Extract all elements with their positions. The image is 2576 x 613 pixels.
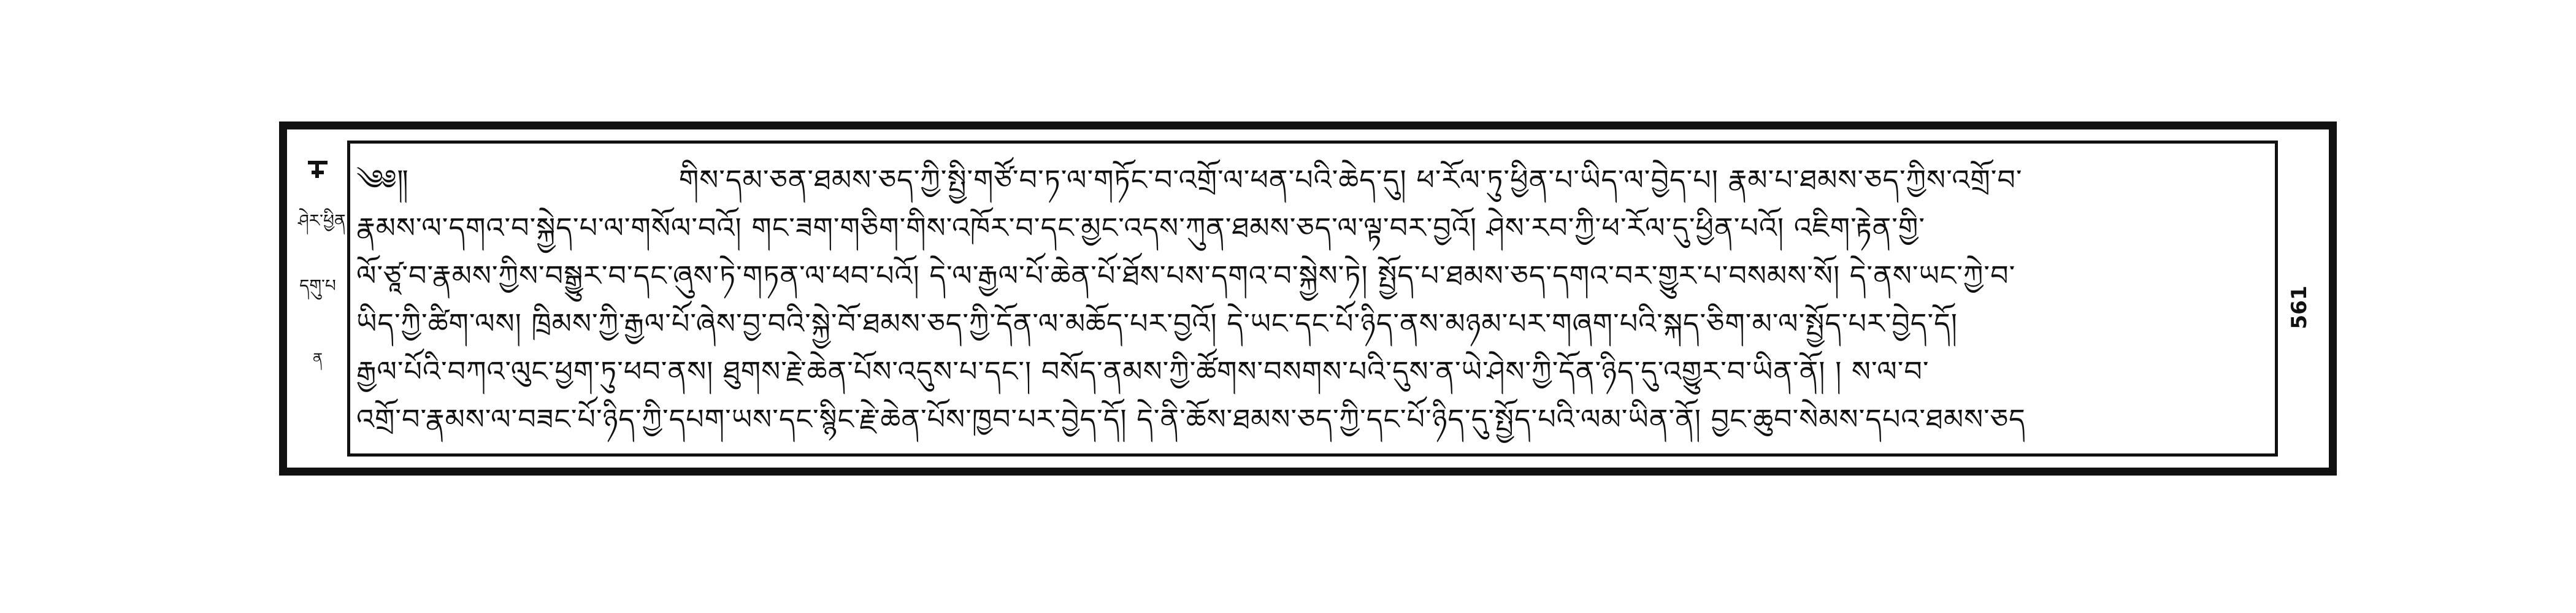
text-line-1 xyxy=(356,156,2269,204)
margin-volume-label: ཤེར་ཕྱིན xyxy=(298,210,346,231)
text-line-2: རྣམས་ལ་དགའ་བ་སྐྱེད་པ་ལ་གསོལ་བའོ། གང་ཟག་གཅིག་གིས་འཁོར་བ་དང་མྱང་འདས་ཀུན་ཐམས་ཅད་ལ་ལྟ་བར་བྱའོ། ཤེས་རབ་ཀྱི་ཕ་རོལ་དུ་ཕྱིན་པའོ། འཇིག་རྟེན་གྱི་ xyxy=(356,211,1925,244)
page-number: 561 xyxy=(2287,285,2312,330)
margin-title-icon xyxy=(305,157,330,182)
left-margin xyxy=(287,129,347,468)
margin-title-glyph xyxy=(305,157,330,182)
opening-mark: ༄༅༎ xyxy=(356,163,409,196)
right-margin xyxy=(2270,129,2329,468)
text-line-1-content: གིས་དམ་ཅན་ཐམས་ཅད་ཀྱི་སྤྱི་གཙོ་བ་ཏ་ལ་གཏོང་བ་འགྲོ་ལ་ཕན་པའི་ཆེད་དུ། ཕ་རོལ་ཏུ་ཕྱིན་པ་ཡིད་ལ་བྱེད་པ། རྣམ་པ་ཐམས་ཅད་ཀྱིས་འགྲོ་བ་ xyxy=(678,163,2023,196)
text-line-5: རྒྱལ་པོའི་བཀའ་ལུང་ཕྱག་ཏུ་ཕབ་ནས། ཐུགས་རྗེ་ཆེན་པོས་འདུས་པ་དང་། བསོད་ནམས་ཀྱི་ཚོགས་བསགས་པའི་དུས་ན་ཡེ་ཤེས་ཀྱི་དོན་ཉིད་དུ་འགྱུར་བ་ཡིན་ནོ། ། ས་ལ་བ་ xyxy=(356,355,1930,388)
text-line-6: འགྲོ་བ་རྣམས་ལ་བཟང་པོ་ཉིད་ཀྱི་དཔག་ཡས་དང་སྙིང་རྗེ་ཆེན་པོས་ཁྱབ་པར་བྱེད་དོ། དེ་ནི་ཆོས་ཐམས་ཅད་ཀྱི་དང་པོ་ཉིད་དུ་སྤྱོད་པའི་ལམ་ཡིན་ནོ། བྱང་ཆུབ་སེམས་དཔའ་ཐམས་ཅད xyxy=(356,403,2026,436)
text-line-4: ཡིད་ཀྱི་ཚིག་ལས། ཁྲིམས་ཀྱི་རྒྱལ་པོ་ཞེས་བྱ་བའི་སྐྱེ་བོ་ཐམས་ཅད་ཀྱི་དོན་ལ་མཆོད་པར་བྱའོ། དེ་ཡང་དང་པོ་ཉིད་ནས་མཉམ་པར་གཞག་པའི་སྐད་ཅིག་མ་ལ་སྤྱོད་པར་བྱེད་དོ། xyxy=(356,307,1958,340)
margin-section-label: དགུ་པ xyxy=(299,276,336,296)
text-block xyxy=(356,156,2269,446)
text-frame xyxy=(347,141,2278,457)
text-line-3: ལོ་ཙཱ་བ་རྣམས་ཀྱིས་བསྒྱུར་བ་དང་ཞུས་ཏེ་གཏན་ལ་ཕབ་པའོ། དེ་ལ་རྒྱལ་པོ་ཆེན་པོ་ཐོས་པས་དགའ་བ་སྐྱེས་ཏེ། སྤྱོད་པ་ཐམས་ཅད་དགའ་བར་གྱུར་པ་བསམས་སོ། དེ་ནས་ཡང་ཀྱེ་བ་ xyxy=(356,259,2016,292)
margin-side-label: ན xyxy=(312,350,323,367)
pecha-folio xyxy=(279,121,2337,476)
